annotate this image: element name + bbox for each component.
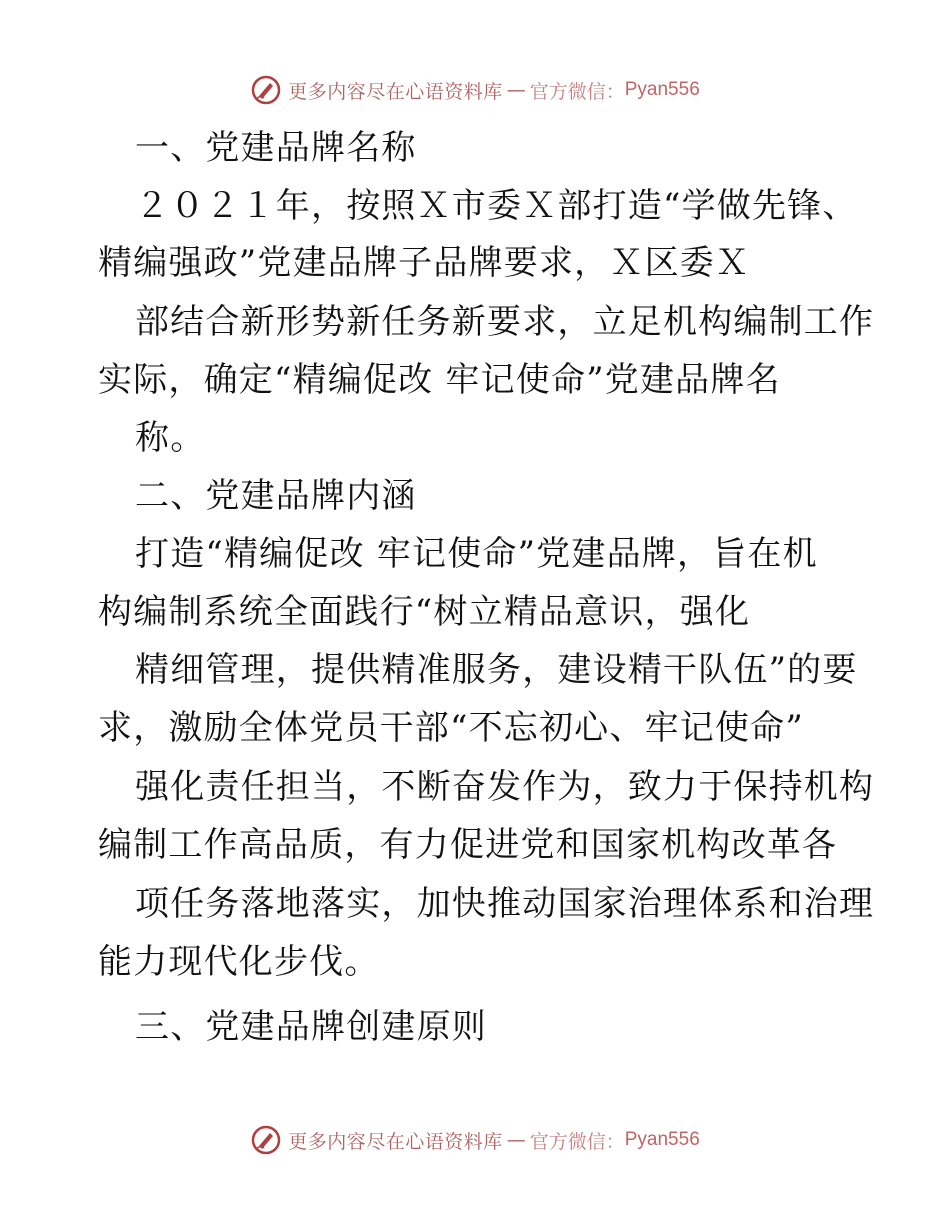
watermark-wechat-id: Pyan556 (624, 79, 700, 100)
watermark-separator: — (506, 1129, 526, 1151)
watermark-header (0, 70, 950, 110)
paragraph-line: 构编制系统全面践行“树立精品意识，强化 (98, 592, 751, 632)
paragraph-line: 打造“精编促改 牢记使命”党建品牌，旨在机 (135, 534, 818, 574)
paragraph-line: 能力现代化步伐。 (98, 942, 380, 982)
pen-logo-icon (250, 1124, 282, 1156)
heading-brand-name: 一、党建品牌名称 (135, 128, 417, 168)
paragraph-line: 强化责任担当，不断奋发作为，致力于保持机构 (135, 767, 875, 807)
paragraph-line: ２０２１年，按照Ｘ市委Ｘ部打造“学做先锋、 (135, 186, 858, 226)
watermark-wechat-label: 官方微信： (529, 1130, 625, 1153)
paragraph-line: 实际，确定“精编促改 牢记使命”党建品牌名 (98, 360, 781, 400)
paragraph-line: 项任务落地落实，加快推动国家治理体系和治理 (135, 884, 875, 924)
heading-brand-connotation: 二、党建品牌内涵 (135, 476, 417, 516)
paragraph-line: 称。 (135, 418, 206, 458)
paragraph-line: 编制工作高品质，有力促进党和国家机构改革各 (98, 825, 838, 865)
watermark-wechat-id: Pyan556 (624, 1129, 700, 1150)
watermark-separator: — (506, 79, 526, 101)
watermark-text: 更多内容尽在心语资料库 (288, 80, 503, 103)
paragraph-line: 精细管理，提供精准服务，建设精干队伍”的要 (135, 650, 858, 690)
paragraph-line: 精编强政”党建品牌子品牌要求，Ｘ区委Ｘ (98, 243, 751, 283)
watermark-text: 更多内容尽在心语资料库 (288, 1130, 503, 1153)
heading-creation-principles: 三、党建品牌创建原则 (135, 1007, 487, 1047)
paragraph-line: 求，激励全体党员干部“不忘初心、牢记使命” (98, 708, 804, 748)
pen-logo-icon (250, 74, 282, 106)
watermark-wechat-label: 官方微信： (529, 80, 625, 103)
watermark-footer (0, 1120, 950, 1160)
paragraph-line: 部结合新形势新任务新要求，立足机构编制工作 (135, 302, 875, 342)
